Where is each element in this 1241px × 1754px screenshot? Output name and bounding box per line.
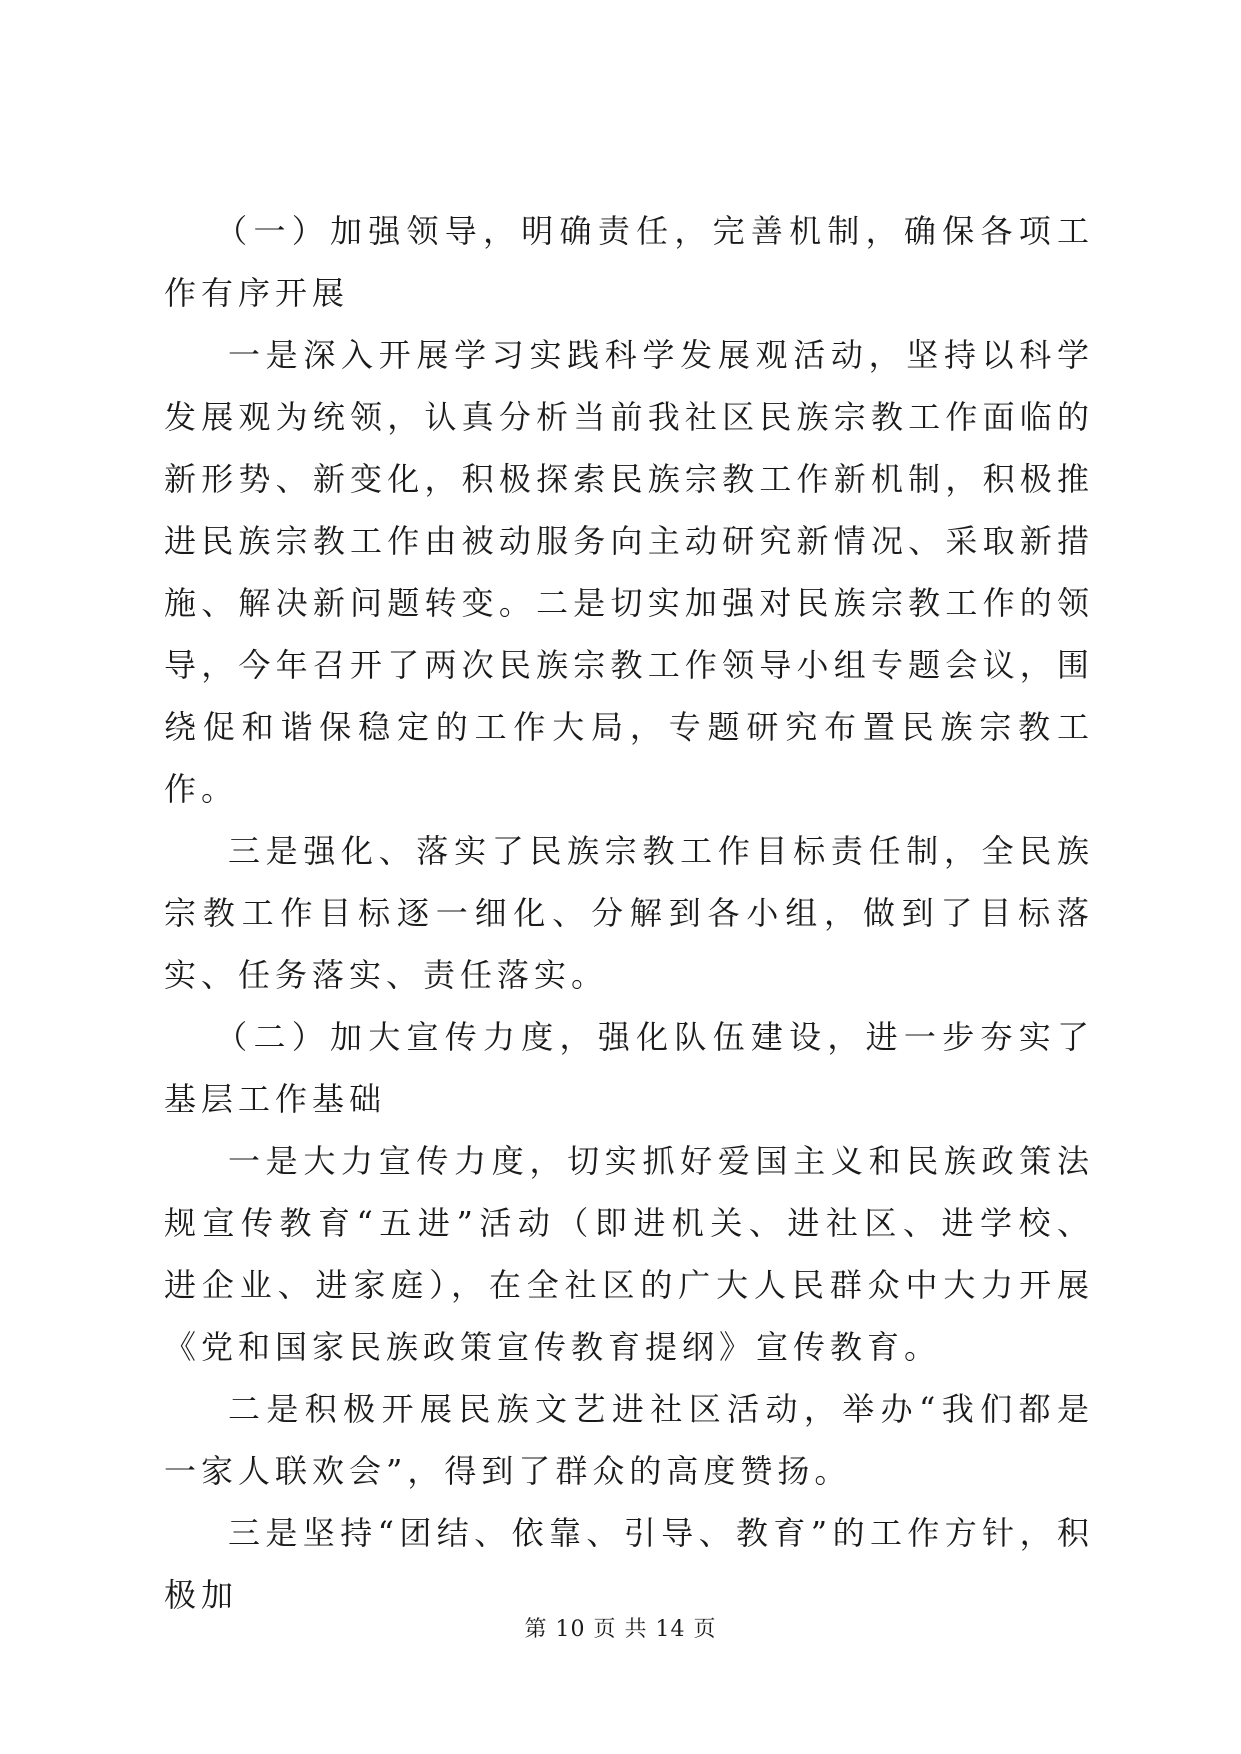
paragraph-2: 三是强化、落实了民族宗教工作目标责任制，全民族宗教工作目标逐一细化、分解到各小组，做到了目标落实、任务落实、责任落实。 (164, 832, 1094, 994)
document-body (164, 200, 1094, 1626)
paragraph-1: 一是深入开展学习实践科学发展观活动，坚持以科学发展观为统领，认真分析当前我社区民族宗教工作面临的新形势、新变化，积极探索民族宗教工作新机制，积极推进民族宗教工作由被动服务向主动研究新情况、采取新措施、解决新问题转变。二是切实加强对民族宗教工作的领导，今年召开了两次民族宗教工作领导小组专题会议，围绕促和谐保稳定的工作大局，专题研究布置民族宗教工作。 (164, 336, 1094, 808)
paragraph-4: 二是积极开展民族文艺进社区活动，举办“我们都是一家人联欢会”，得到了群众的高度赞扬。 (164, 1390, 1094, 1490)
page-number-footer: 第 10 页 共 14 页 (524, 1617, 717, 1642)
paragraph-3: 一是大力宣传力度，切实抓好爱国主义和民族政策法规宣传教育“五进”活动（即进机关、进社区、进学校、进企业、进家庭），在全社区的广大人民群众中大力开展《党和国家民族政策宣传教育提纲》宣传教育。 (164, 1142, 1094, 1366)
section-heading-1: （一）加强领导，明确责任，完善机制，确保各项工作有序开展 (164, 212, 1094, 312)
section-heading-2: （二）加大宣传力度，强化队伍建设，进一步夯实了基层工作基础 (164, 1018, 1094, 1118)
paragraph-5: 三是坚持“团结、依靠、引导、教育”的工作方针，积极加 (164, 1514, 1094, 1614)
